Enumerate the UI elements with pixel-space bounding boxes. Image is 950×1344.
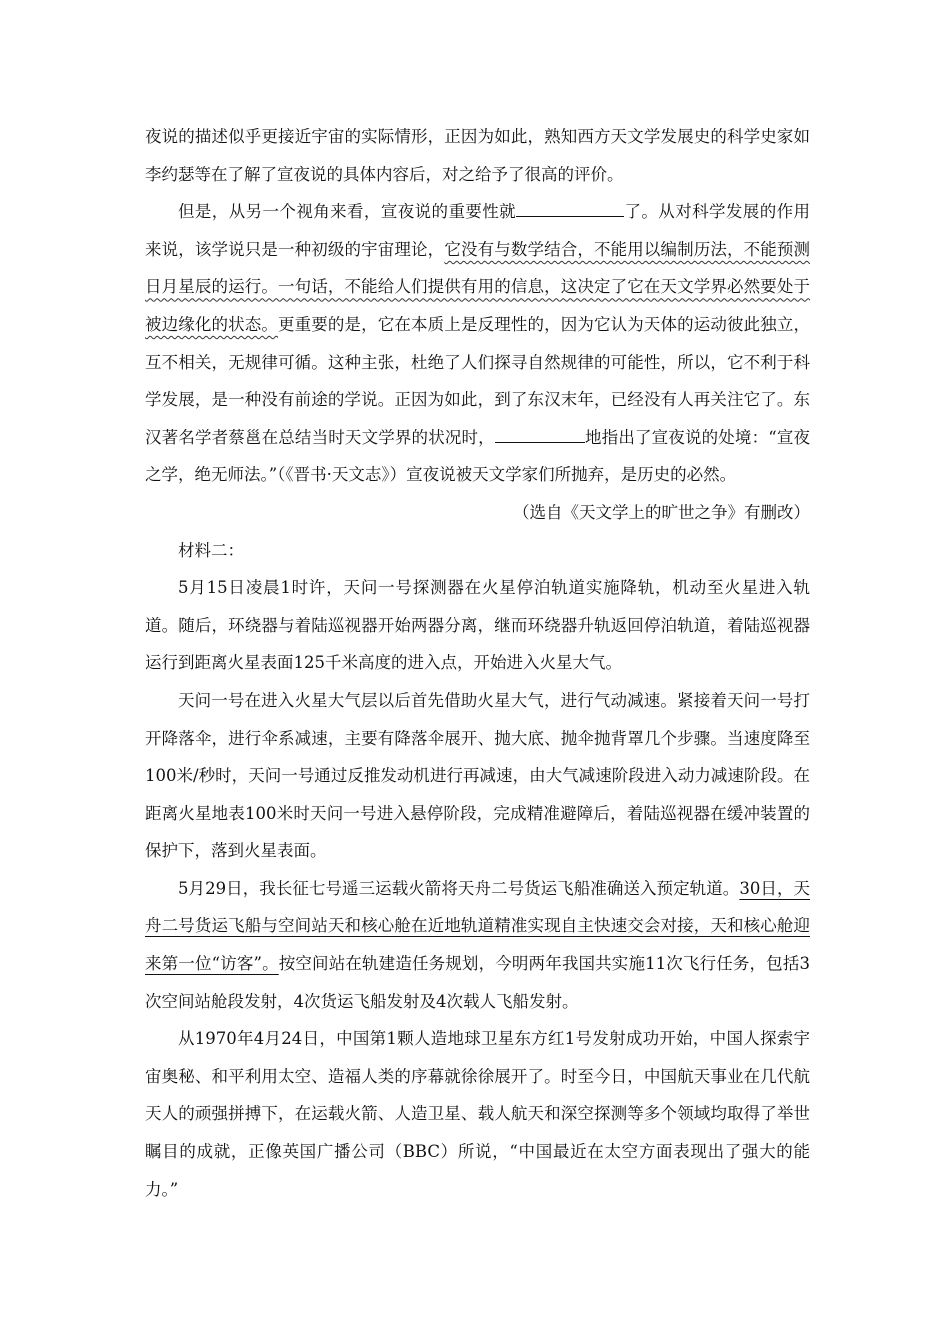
text-segment: 5月29日，我长征七号遥三运载火箭将天舟二号货运飞船准确送入预定轨道。: [178, 878, 740, 898]
wavy-underlined-sentence: 它没有与数学结合，不能用以编制历法，不能预测日月星辰的运行。一句话，不能给人们提供有用的信息，这决定了它在天文学界必然要处于被边缘化的状态。: [145, 239, 811, 334]
text-segment: 了。从对科学发展的作用来说，该学说只是一种初级的宇宙理论，: [145, 202, 811, 259]
article-body: [145, 118, 810, 1208]
fill-in-blank-1: [516, 200, 624, 218]
paragraph-continued: 夜说的描述似乎更接近宇宙的实际情形，正因为如此，熟知西方天文学发展史的科学史家如李约瑟等在了解了宣夜说的具体内容后，对之给予了很高的评价。: [145, 127, 810, 184]
source-citation: （选自《天文学上的旷世之争》有删改）: [513, 502, 810, 522]
paragraph-xuanye-importance: [145, 193, 810, 494]
paragraph-tianwen-descent: 5月15日凌晨1时许，天问一号探测器在火星停泊轨道实施降轨，机动至火星进入轨道。随后，环绕器与着陆巡视器开始两器分离，继而环绕器升轨返回停泊轨道，着陆巡视器运行到距离火星表面125千米高度的进入点，开始进入火星大气。: [145, 578, 810, 673]
underlined-sentence: 30日，天舟二号货运飞船与空间站天和核心舱在近地轨道精准实现自主快速交会对接，天和核心舱迎来第一位“访客”。: [145, 878, 811, 974]
text-segment: 但是，从另一个视角来看，宣夜说的重要性就: [178, 202, 517, 222]
text-segment: 按空间站在轨建造任务规划，今明两年我国共实施11次飞行任务，包括3次空间站舱段发射，4次货运飞船发射及4次载人飞船发射。: [145, 954, 810, 1011]
text-segment: 更重要的是，它在本质上是反理性的，因为它认为天体的运动彼此独立，互不相关，无规律可循。这种主张，杜绝了人们探寻自然规律的可能性，所以，它不利于科学发展，是一种没有前途的学说。正因为如此，到了东汉末年，已经没有人再关注它了。东汉著名学者蔡邕在总结当时天文学界的状况时，: [145, 314, 811, 447]
text-segment: 地指出了宣夜说的处境：“宣夜之学，绝无师法。”（《晋书·天文志》）宣夜说被天文学家们所抛弃，是历史的必然。: [145, 427, 811, 485]
paragraph-tianwen-landing: 天问一号在进入火星大气层以后首先借助火星大气，进行气动减速。紧接着天问一号打开降落伞，进行伞系减速，主要有降落伞展开、抛大底、抛伞抛背罩几个步骤。当速度降至100米/秒时，天问一号通过反推发动机进行再减速，由大气减速阶段进入动力减速阶段。在距离火星地表100米时天问一号进入悬停阶段，完成精准避障后，着陆巡视器在缓冲装置的保护下，落到火星表面。: [145, 690, 810, 861]
material-two-label: 材料二：: [178, 540, 244, 560]
paragraph-china-space-history: 从1970年4月24日，中国第1颗人造地球卫星东方红1号发射成功开始，中国人探索宇宙奥秘、和平利用太空、造福人类的序幕就徐徐展开了。时至今日，中国航天事业在几代航天人的顽强拼搏下，在运载火箭、人造卫星、载人航天和深空探测等多个领域均取得了举世瞩目的成就，正像英国广播公司（BBC）所说，“中国最近在太空方面表现出了强大的能力。”: [145, 1029, 810, 1199]
paragraph-tianzhou: [145, 870, 810, 1020]
fill-in-blank-2: [495, 425, 585, 443]
